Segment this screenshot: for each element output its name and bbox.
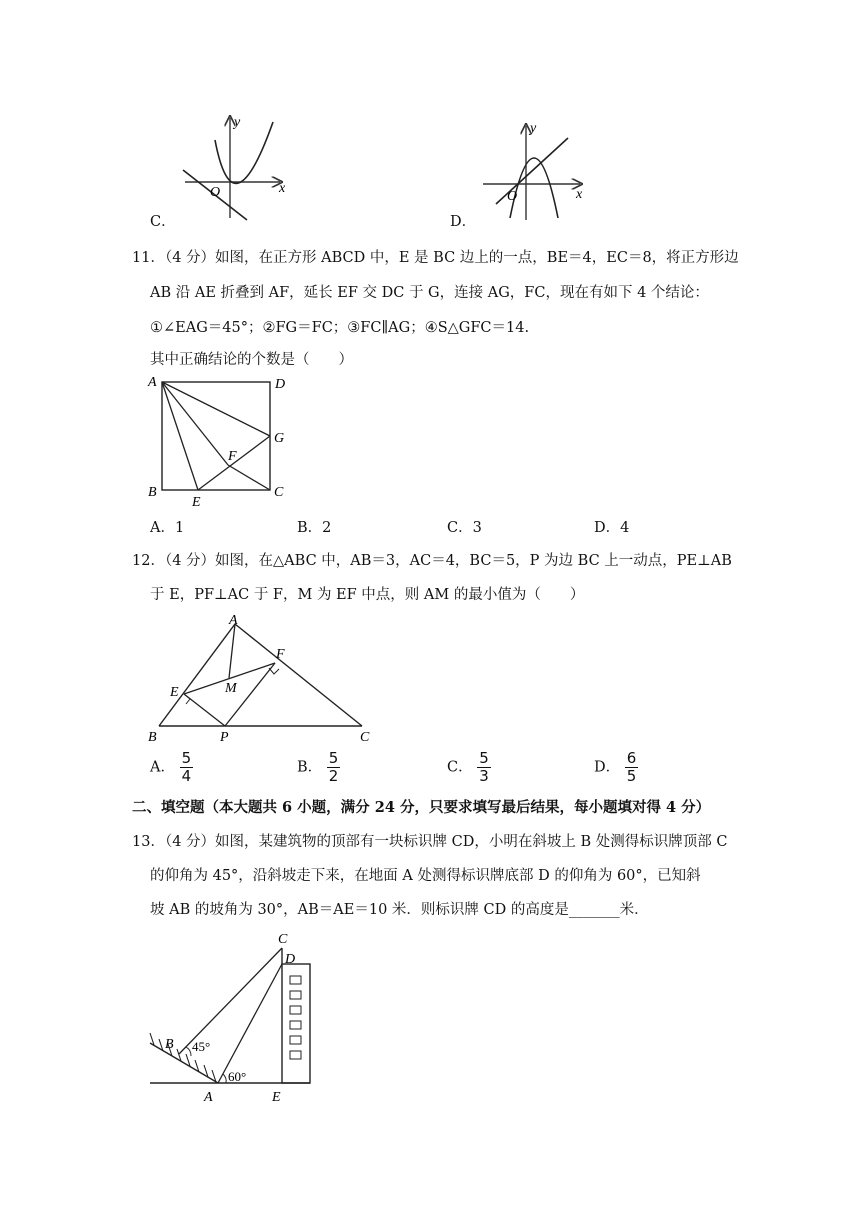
label-f: F <box>276 647 285 662</box>
label-a: A <box>148 375 157 390</box>
origin-label: O <box>210 185 221 200</box>
label-d: D <box>285 952 296 967</box>
label-a: A <box>229 613 238 628</box>
axis-y-label: y <box>234 115 241 130</box>
label-e: E <box>192 495 201 510</box>
option-letter: A． <box>150 759 175 776</box>
q13-text-line3: 坡 AB 的坡角为 30°，AB＝AE＝10 米．则标识牌 CD 的高度是_______米． <box>150 902 649 918</box>
denominator: 2 <box>328 767 339 785</box>
q13-text-line2: 的仰角为 45°，沿斜坡走下来，在地面 A 处测得标识牌底部 D 的仰角为 60°，已知斜 <box>150 868 701 884</box>
q11-option-c: C．3 <box>447 520 482 536</box>
q12-option-b <box>297 750 340 785</box>
fraction <box>180 750 194 785</box>
option-d-label: D． <box>450 214 477 230</box>
q11-option-a: A．1 <box>150 520 185 536</box>
label-c: C <box>360 730 370 744</box>
section-heading: 二、填空题（本大题共 6 小题，满分 24 分，只要求填写最后结果，每小题填对得 4 分） <box>132 799 711 816</box>
numerator: 5 <box>181 749 192 767</box>
q11-option-d: D．4 <box>594 520 630 536</box>
axis-x-label: x <box>576 187 583 202</box>
q11-text-line3: ①∠EAG＝45°；②FG＝FC；③FC∥AG；④S△GFC＝14. <box>150 320 530 336</box>
angle-60-label: 60° <box>228 1069 247 1084</box>
fraction <box>327 750 341 785</box>
label-g: G <box>274 431 285 446</box>
label-b: B <box>148 730 157 744</box>
label-b: B <box>148 485 157 500</box>
q12-figure <box>140 608 380 744</box>
q11-text-line2: AB 沿 AE 折叠到 AF，延长 EF 交 DC 于 G，连接 AG，FC，现在有如下 4 个结论： <box>150 285 709 301</box>
origin-label: O <box>507 189 518 204</box>
numerator: 5 <box>328 749 339 767</box>
option-c-label: C． <box>150 214 176 230</box>
numerator: 5 <box>479 749 489 767</box>
q12-text-line1: 12．（4 分）如图，在△ABC 中，AB＝3，AC＝4，BC＝5，P 为边 BC 上一动点，PE⊥AB <box>132 553 732 569</box>
q10-graph-d <box>478 118 588 222</box>
label-c: C <box>278 932 288 947</box>
fraction <box>625 750 639 785</box>
label-e: E <box>170 685 179 700</box>
q11-option-b: B．2 <box>297 520 332 536</box>
q12-option-c <box>447 750 491 785</box>
label-m: M <box>225 681 237 696</box>
denominator: 5 <box>626 767 637 785</box>
q13-text-line1: 13．（4 分）如图，某建筑物的顶部有一块标识牌 CD，小明在斜坡上 B 处测得标识牌顶部 C <box>132 834 728 850</box>
q12-option-a <box>150 750 193 785</box>
numerator: 6 <box>626 749 637 767</box>
label-f: F <box>228 449 237 464</box>
label-c: C <box>274 485 284 500</box>
fraction <box>477 750 491 785</box>
q12-text-line2: 于 E，PF⊥AC 于 F，M 为 EF 中点，则 AM 的最小值为（ ） <box>150 587 585 603</box>
label-e: E <box>272 1090 281 1105</box>
q10-graph-c <box>175 110 295 222</box>
denominator: 3 <box>479 767 489 785</box>
q13-figure <box>140 926 340 1106</box>
option-letter: D． <box>594 759 621 776</box>
label-p: P <box>220 730 229 744</box>
label-d: D <box>275 377 286 392</box>
denominator: 4 <box>181 767 192 785</box>
q11-text-line4: 其中正确结论的个数是（ ） <box>150 352 353 368</box>
q11-text-line1: 11．（4 分）如图，在正方形 ABCD 中，E 是 BC 边上的一点，BE＝4，EC＝8，将正方形边 <box>132 250 739 266</box>
q12-option-d <box>594 750 638 785</box>
option-letter: B． <box>297 759 323 776</box>
angle-45-label: 45° <box>192 1039 211 1054</box>
axis-x-label: x <box>279 181 286 196</box>
label-a: A <box>204 1090 213 1105</box>
label-b: B <box>165 1037 174 1052</box>
q11-figure <box>140 370 300 510</box>
axis-y-label: y <box>530 121 537 136</box>
option-letter: C． <box>447 759 473 776</box>
